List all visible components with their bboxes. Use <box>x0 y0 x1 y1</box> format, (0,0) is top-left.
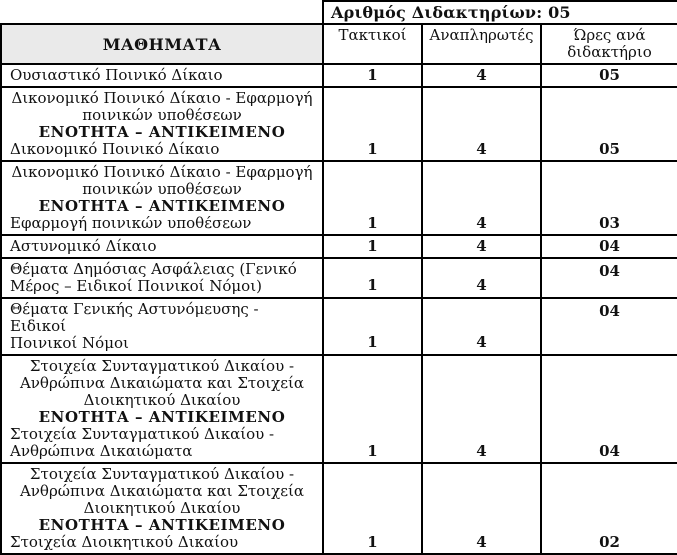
taktikoi-value: 1 <box>323 87 422 161</box>
taktikoi-value: 1 <box>323 298 422 355</box>
subject-line: ΕΝΟΤΗΤΑ – ΑΝΤΙΚΕΙΜΕΝΟ <box>38 123 286 141</box>
ores-value: 05 <box>541 64 677 87</box>
subject-line: ΕΝΟΤΗΤΑ – ΑΝΤΙΚΕΙΜΕΝΟ <box>38 197 286 215</box>
subject-line: ποινικών υποθέσεων <box>82 180 242 198</box>
subject-line: Αστυνομικό Δίκαιο <box>10 237 157 255</box>
subject-cell <box>1 87 323 161</box>
subject-line: Δικονομικό Ποινικό Δίκαιο - Εφαρμογή <box>11 89 313 107</box>
subject-line: ποινικών υποθέσεων <box>82 106 242 124</box>
taktikoi-value: 1 <box>323 463 422 554</box>
table-row <box>1 463 677 554</box>
ores-value: 03 <box>541 161 677 235</box>
anaplirotes-value: 4 <box>422 463 541 554</box>
ores-value: 04 <box>541 235 677 258</box>
classrooms-header-row <box>1 1 677 24</box>
table-row <box>1 87 677 161</box>
anaplirotes-value: 4 <box>422 355 541 463</box>
subject-line: Ανθρώπινα Δικαιώματα και Στοιχεία <box>19 374 305 392</box>
ores-value: 04 <box>541 355 677 463</box>
anaplirotes-column-header: Αναπληρωτές <box>422 24 541 64</box>
ores-value: 04 <box>541 258 677 298</box>
ores-value: 02 <box>541 463 677 554</box>
table-row <box>1 298 677 355</box>
subject-line: Θέματα Δημόσιας Ασφάλειας (Γενικό <box>10 260 297 278</box>
subject-line: Μέρος – Ειδικοί Ποινικοί Νόμοι) <box>10 277 262 295</box>
table-row <box>1 235 677 258</box>
taktikoi-value: 1 <box>323 235 422 258</box>
subject-line: ΕΝΟΤΗΤΑ – ΑΝΤΙΚΕΙΜΕΝΟ <box>38 408 286 426</box>
anaplirotes-value: 4 <box>422 64 541 87</box>
taktikoi-value: 1 <box>323 161 422 235</box>
classrooms-count-header: Αριθμός Διδακτηρίων: 05 <box>323 1 677 24</box>
table-row <box>1 355 677 463</box>
column-header-row <box>1 24 677 64</box>
ores-value: 04 <box>541 298 677 355</box>
subject-cell <box>1 355 323 463</box>
anaplirotes-value: 4 <box>422 258 541 298</box>
subject-line: Δικονομικό Ποινικό Δίκαιο - Εφαρμογή <box>11 163 313 181</box>
subject-cell <box>1 161 323 235</box>
anaplirotes-value: 4 <box>422 298 541 355</box>
table-body <box>1 64 677 554</box>
subject-cell <box>1 235 323 258</box>
subject-line: Στοιχεία Διοικητικού Δικαίου <box>10 533 239 551</box>
taktikoi-value: 1 <box>323 64 422 87</box>
ores-column-header: Ώρες ανά διδακτήριο <box>541 24 677 64</box>
taktikoi-column-header: Τακτικοί <box>323 24 422 64</box>
taktikoi-value: 1 <box>323 258 422 298</box>
subject-cell <box>1 64 323 87</box>
subject-line: Στοιχεία Συνταγματικού Δικαίου - <box>10 425 275 443</box>
subject-line: Ουσιαστικό Ποινικό Δίκαιο <box>10 66 223 84</box>
subject-line: Στοιχεία Συνταγματικού Δικαίου - <box>29 357 295 375</box>
subject-line: Ανθρώπινα Δικαιώματα <box>10 442 193 460</box>
table-row <box>1 258 677 298</box>
subject-line: Εφαρμογή ποινικών υποθέσεων <box>10 214 252 232</box>
subject-cell <box>1 298 323 355</box>
subject-line: Ανθρώπινα Δικαιώματα και Στοιχεία <box>19 482 305 500</box>
anaplirotes-value: 4 <box>422 87 541 161</box>
table-row <box>1 64 677 87</box>
anaplirotes-value: 4 <box>422 161 541 235</box>
anaplirotes-value: 4 <box>422 235 541 258</box>
subject-cell <box>1 463 323 554</box>
table-header <box>1 1 677 64</box>
ores-value: 05 <box>541 87 677 161</box>
subject-line: Διοικητικού Δικαίου <box>83 499 241 517</box>
subject-line: Διοικητικού Δικαίου <box>83 391 241 409</box>
table-row <box>1 161 677 235</box>
subject-line: Στοιχεία Συνταγματικού Δικαίου - <box>29 465 295 483</box>
subject-line: ΕΝΟΤΗΤΑ – ΑΝΤΙΚΕΙΜΕΝΟ <box>38 516 286 534</box>
subject-line: Θέματα Γενικής Αστυνόμευσης - Ειδικοί <box>10 300 259 335</box>
blank-corner <box>1 1 323 24</box>
subject-line: Ποινικοί Νόμοι <box>10 334 129 352</box>
subjects-column-header: ΜΑΘΗΜΑΤΑ <box>1 24 323 64</box>
subject-line: Δικονομικό Ποινικό Δίκαιο <box>10 140 220 158</box>
taktikoi-value: 1 <box>323 355 422 463</box>
subject-cell <box>1 258 323 298</box>
